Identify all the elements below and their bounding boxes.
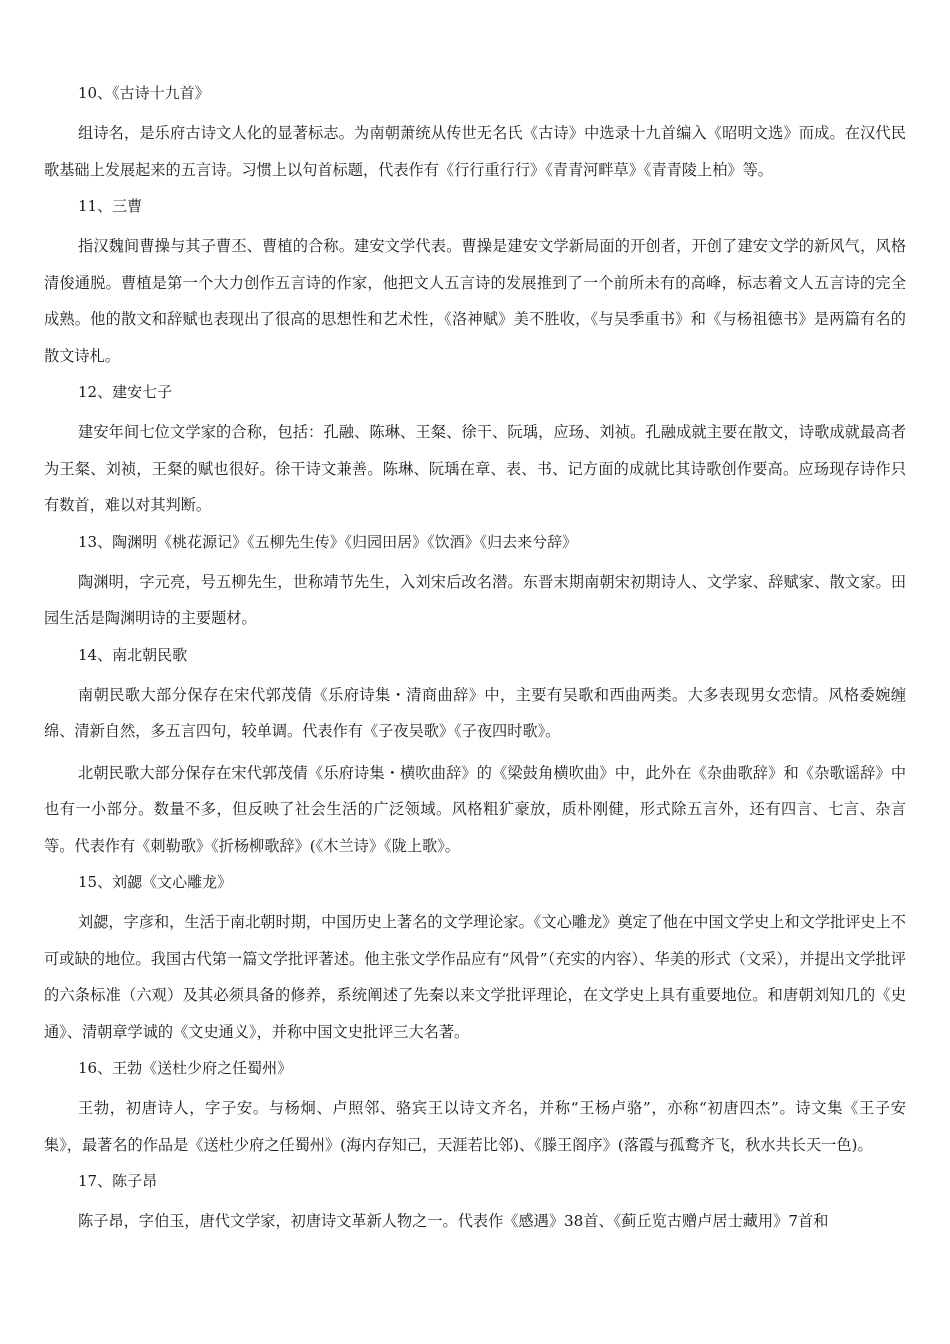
section-16: [44, 1055, 906, 1163]
section-heading: 11、三曹: [78, 197, 143, 215]
section-14: [44, 642, 906, 865]
section-paragraph: 北朝民歌大部分保存在宋代郭茂倩《乐府诗集・横吹曲辞》的《梁鼓角横吹曲》中，此外在《杂曲歌辞》和《杂歌谣辞》中也有一小部分。数量不多，但反映了社会生活的广泛领域。风格粗犷豪放，质朴刚健，形式除五言外，还有四言、七言、杂言等。代表作有《刺勒歌》《折杨柳歌辞》(《木兰诗》《陇上歌》。: [44, 763, 906, 855]
document-page: [44, 80, 906, 1245]
section-heading: 16、王勃《送杜少府之任蜀州》: [78, 1059, 293, 1077]
section-11: [44, 193, 906, 374]
section-15: [44, 869, 906, 1050]
section-heading: 14、南北朝民歌: [78, 645, 188, 664]
section-paragraph: 陈子昂，字伯玉，唐代文学家，初唐诗文革新人物之一。代表作《感遇》38首、《蓟丘览古赠卢居士藏用》7首和: [78, 1212, 829, 1230]
section-paragraph: 南朝民歌大部分保存在宋代郭茂倩《乐府诗集・清商曲辞》中，主要有吴歌和西曲两类。大多表现男女恋情。风格委婉缠绵、清新自然，多五言四句，较单调。代表作有《子夜吴歌》《子夜四时歌》。: [44, 685, 906, 740]
section-paragraph: 建安年间七位文学家的合称，包括：孔融、陈琳、王粲、徐干、阮瑀，应玚、刘祯。孔融成就主要在散文，诗歌成就最高者为王粲、刘祯，王粲的赋也很好。徐干诗文兼善。陈琳、阮瑀在章、表、书、记方面的成就比其诗歌创作要高。应玚现存诗作只有数首，难以对其判断。: [44, 423, 906, 514]
section-heading: 17、陈子昂: [78, 1172, 158, 1190]
section-heading: 15、刘勰《文心雕龙》: [78, 873, 233, 891]
section-heading: 12、建安七子: [78, 383, 173, 401]
section-paragraph: 指汉魏间曹操与其子曹丕、曹植的合称。建安文学代表。曹操是建安文学新局面的开创者，开创了建安文学的新风气，风格清俊通脱。曹植是第一个大力创作五言诗的作家，他把文人五言诗的发展推到了一个前所未有的高峰，标志着文人五言诗的完全成熟。他的散文和辞赋也表现出了很高的思想性和艺术性，《洛神赋》美不胜收，《与吴季重书》和《与杨祖德书》是两篇有名的散文诗札。: [44, 237, 906, 365]
section-paragraph: 组诗名，是乐府古诗文人化的显著标志。为南朝萧统从传世无名氏《古诗》中选录十九首编入《昭明文选》而成。在汉代民歌基础上发展起来的五言诗。习惯上以句首标题，代表作有《行行重行行》《青青河畔草》《青青陵上柏》等。: [44, 124, 906, 179]
section-10: [44, 80, 906, 188]
section-heading: 13、陶渊明《桃花源记》《五柳先生传》《归园田居》《饮酒》《归去来兮辞》: [78, 532, 578, 551]
section-paragraph: 王勃，初唐诗人，字子安。与杨炯、卢照邻、骆宾王以诗文齐名，并称“王杨卢骆”，亦称“初唐四杰”。诗文集《王子安集》，最著名的作品是《送杜少府之任蜀州》(海内存知己，天涯若比邻)、《滕王阁序》(落霞与孤鹜齐飞，秋水共长天一色)。: [44, 1099, 906, 1154]
section-17: [44, 1168, 906, 1240]
section-paragraph: 陶渊明，字元亮，号五柳先生，世称靖节先生，入刘宋后改名潜。东晋末期南朝宋初期诗人、文学家、辞赋家、散文家。田园生活是陶渊明诗的主要题材。: [44, 572, 906, 627]
section-paragraph: 刘勰，字彦和，生活于南北朝时期，中国历史上著名的文学理论家。《文心雕龙》奠定了他在中国文学史上和文学批评史上不可或缺的地位。我国古代第一篇文学批评著述。他主张文学作品应有“风骨”（充实的内容）、华美的形式（文采），并提出文学批评的六条标准（六观）及其必须具备的修养，系统阐述了先秦以来文学批评理论，在文学史上具有重要地位。和唐朝刘知几的《史通》、清朝章学诚的《文史通义》，并称中国文史批评三大名著。: [44, 913, 906, 1041]
section-12: [44, 379, 906, 524]
section-heading: 10、《古诗十九首》: [78, 84, 210, 102]
section-13: [44, 529, 906, 637]
